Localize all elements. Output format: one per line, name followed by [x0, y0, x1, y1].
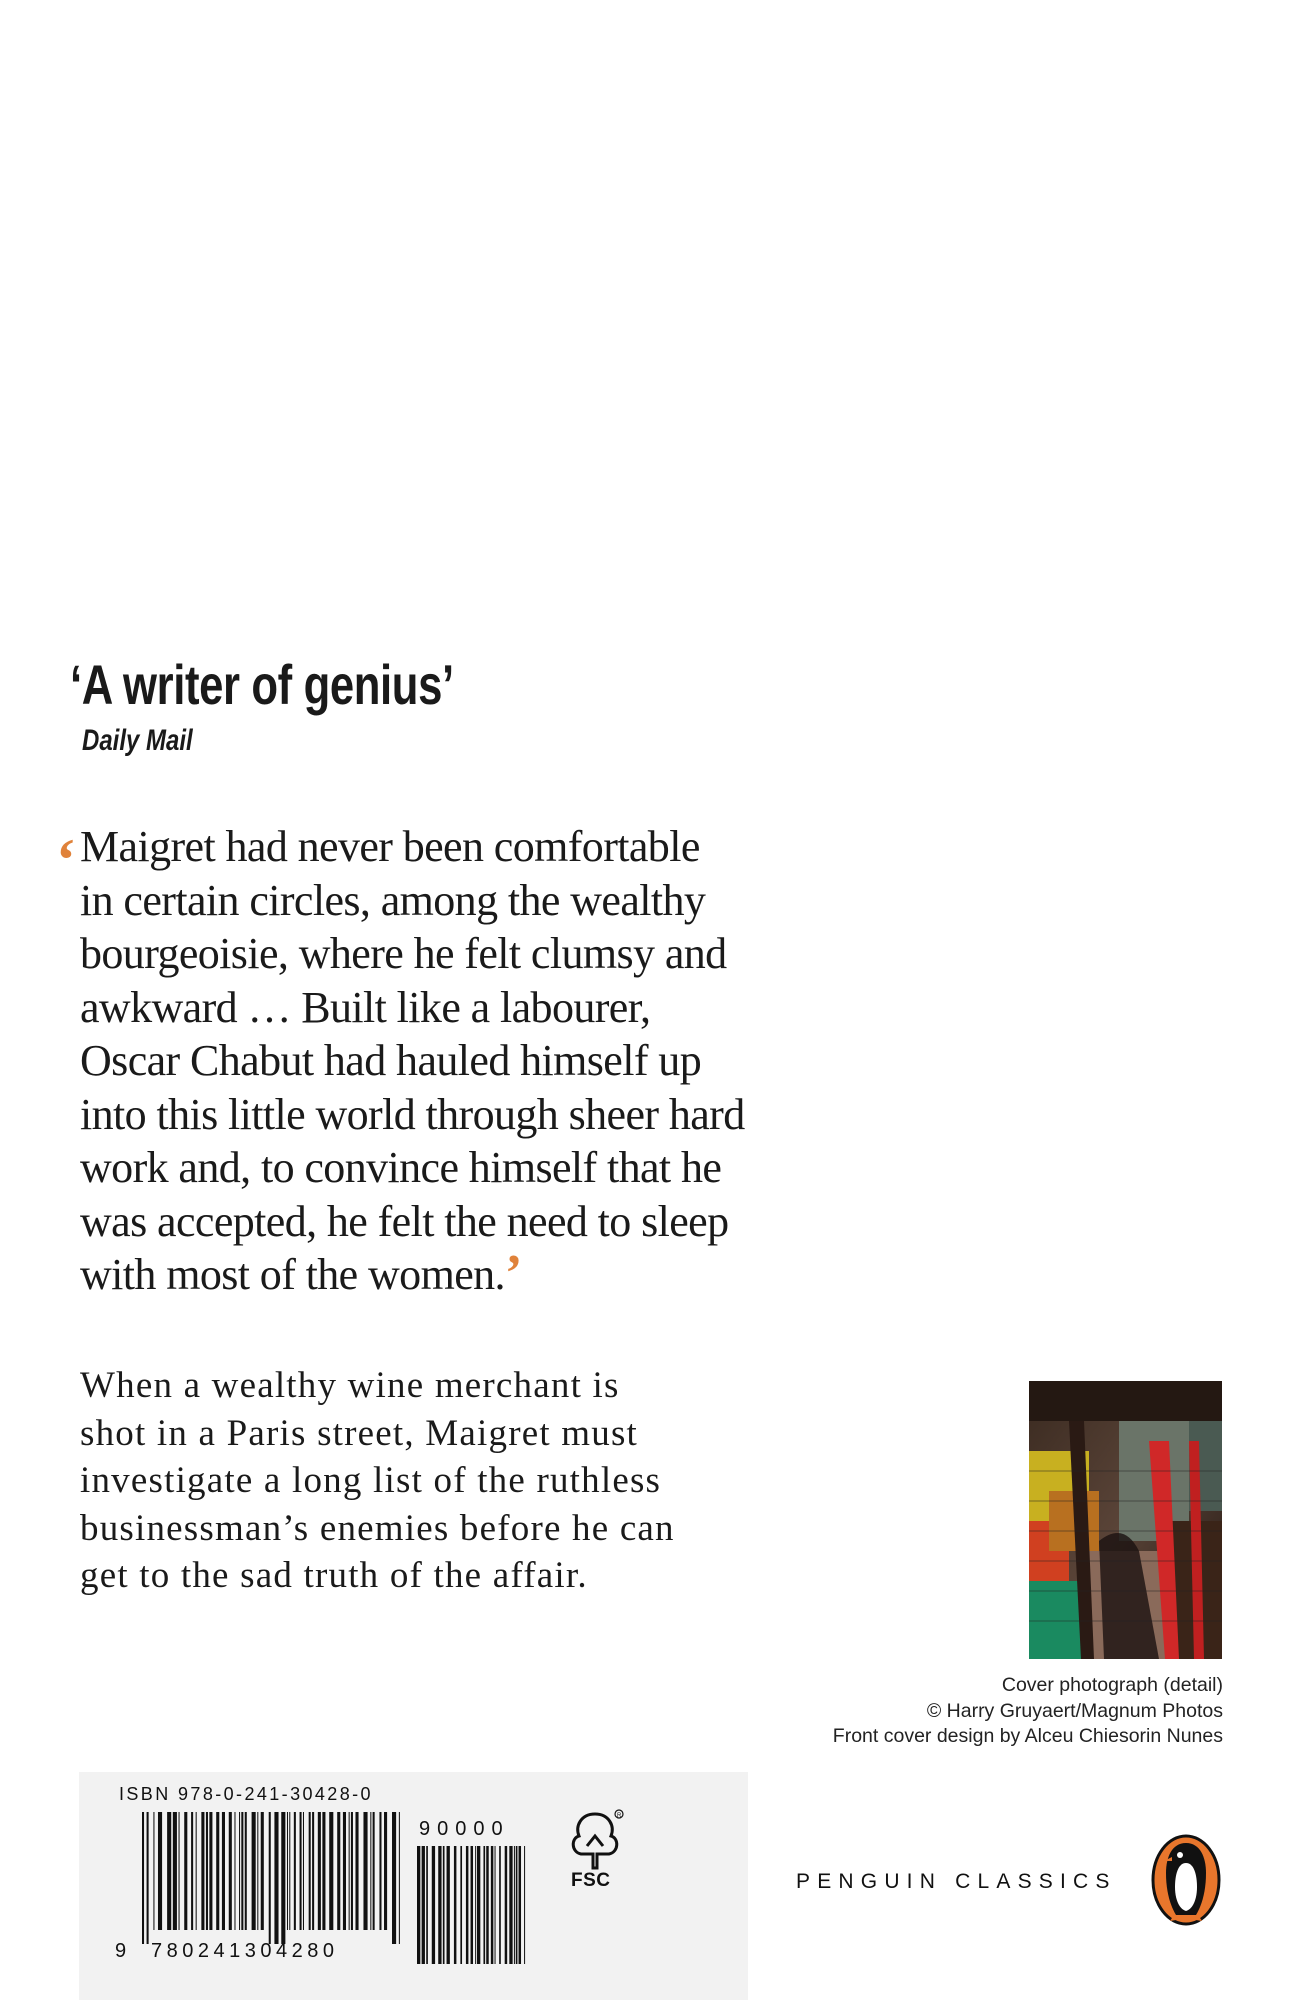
- barcode-bar: [466, 1846, 468, 1964]
- review-quote: ‘A writer of genius’: [70, 653, 454, 716]
- excerpt-line: in certain circles, among the wealthy: [80, 875, 706, 925]
- barcode-bar: [355, 1812, 358, 1930]
- excerpt-quote: [56, 820, 856, 1302]
- barcode-bar: [337, 1812, 340, 1930]
- blurb-line: investigate a long list of the ruthless: [80, 1460, 662, 1501]
- barcode-bar: [486, 1846, 488, 1964]
- barcode-bar: [191, 1812, 193, 1930]
- barcode-bar: [329, 1812, 333, 1930]
- barcode-bar: [209, 1812, 212, 1930]
- blurb-line: shot in a Paris street, Maigret must: [80, 1412, 639, 1454]
- barcode-bar: [269, 1812, 271, 1944]
- barcode-bar: [417, 1846, 420, 1964]
- barcode-bar: [206, 1812, 208, 1930]
- barcode-number: 780241304280: [151, 1940, 339, 1962]
- isbn-barcode: [142, 1812, 402, 1944]
- barcode-panel: [79, 1772, 748, 2000]
- barcode-bar: [173, 1812, 177, 1930]
- close-quote-mark: ’: [504, 1245, 522, 1302]
- barcode-bar: [509, 1846, 512, 1964]
- barcode-bar: [460, 1846, 462, 1964]
- open-quote-mark: ‘: [56, 827, 76, 893]
- excerpt-line-text: with most of the women.: [80, 1250, 505, 1299]
- barcode-bar: [179, 1812, 180, 1930]
- barcode-bar: [322, 1812, 325, 1930]
- book-blurb: [80, 1362, 740, 1600]
- barcode-bar: [241, 1812, 243, 1930]
- barcode-bar: [471, 1846, 473, 1964]
- credit-line: Cover photograph (detail): [1001, 1674, 1223, 1696]
- addon-digits: 90000: [419, 1818, 510, 1840]
- cover-photograph-image: [1029, 1381, 1222, 1659]
- excerpt-line: Maigret had never been comfortable: [80, 822, 700, 871]
- barcode-lead-digit: 9: [115, 1940, 131, 1962]
- barcode-bar: [363, 1812, 367, 1930]
- barcode-bar: [373, 1812, 375, 1930]
- barcode-bar: [184, 1812, 187, 1930]
- barcode-bar: [312, 1812, 314, 1930]
- barcode-bar: [234, 1812, 235, 1930]
- excerpt-line: was accepted, he felt the need to sleep: [80, 1196, 729, 1246]
- barcode-bar: [201, 1812, 204, 1930]
- cover-photograph: [1029, 1381, 1222, 1659]
- barcode-bar: [196, 1812, 197, 1930]
- barcode-bar: [475, 1846, 476, 1964]
- barcode-bar: [399, 1812, 400, 1944]
- barcode-bar: [343, 1812, 346, 1930]
- barcode-bar: [153, 1812, 154, 1930]
- fsc-tree-icon: [559, 1806, 631, 1876]
- barcode-bar: [261, 1812, 264, 1930]
- barcode-bar: [392, 1812, 396, 1944]
- barcode-bar: [245, 1812, 247, 1930]
- blurb-line: When a wealthy wine merchant is: [80, 1365, 620, 1406]
- credit-line: Front cover design by Alceu Chiesorin Nunes: [832, 1725, 1223, 1747]
- excerpt-line: work and, to convince himself that he: [80, 1143, 722, 1192]
- barcode-bar: [147, 1812, 149, 1944]
- fsc-label: FSC: [571, 1870, 611, 1891]
- barcode-bar: [252, 1812, 256, 1930]
- barcode-bar: [216, 1812, 219, 1930]
- excerpt-line: into this little world through sheer hard: [80, 1089, 745, 1139]
- barcode-bar: [454, 1846, 456, 1964]
- barcode-bar: [294, 1812, 296, 1930]
- barcode-bar: [222, 1812, 225, 1930]
- barcode-bar: [351, 1812, 353, 1930]
- barcode-bar: [443, 1846, 445, 1964]
- barcode-bar: [287, 1812, 288, 1930]
- barcode-bar: [499, 1846, 501, 1964]
- penguin-logo-icon: [1150, 1833, 1222, 1927]
- blurb-line: businessman’s enemies before he can: [80, 1507, 675, 1549]
- barcode-bar: [491, 1846, 493, 1964]
- barcode-bar: [239, 1812, 240, 1930]
- barcode-bar: [483, 1846, 485, 1964]
- blurb-line: get to the sad truth of the affair.: [80, 1555, 588, 1596]
- barcode-bar: [281, 1812, 285, 1944]
- barcode-bar: [477, 1846, 480, 1964]
- review-source: Daily Mail: [82, 724, 193, 757]
- barcode-bar: [426, 1846, 428, 1964]
- barcode-bar: [519, 1846, 521, 1964]
- credit-line: © Harry Gruyaert/Magnum Photos: [926, 1699, 1223, 1722]
- barcode-bar: [158, 1812, 162, 1930]
- barcode-bar: [516, 1846, 518, 1964]
- barcode-bar: [289, 1812, 290, 1930]
- excerpt-last-line: [56, 1245, 856, 1302]
- barcode-bar: [384, 1812, 387, 1930]
- barcode-bar: [438, 1846, 441, 1964]
- isbn-label: ISBN 978-0-241-30428-0: [119, 1784, 373, 1804]
- barcode-bar: [349, 1812, 350, 1930]
- barcode-bar: [524, 1846, 525, 1964]
- excerpt-line: awkward … Built like a labourer,: [80, 982, 651, 1032]
- barcode-bar: [370, 1812, 371, 1930]
- barcode-bar: [432, 1846, 435, 1964]
- barcode-bar: [514, 1846, 515, 1964]
- barcode-bar: [309, 1812, 311, 1930]
- barcode-bar: [167, 1812, 171, 1930]
- barcode-bar: [300, 1812, 302, 1930]
- barcode-bar: [142, 1812, 144, 1944]
- svg-text:R: R: [617, 1813, 622, 1819]
- excerpt-line: Oscar Chabut had hauled himself up: [80, 1036, 702, 1085]
- barcode-bar: [274, 1812, 278, 1944]
- barcode-bar: [303, 1812, 304, 1930]
- barcode-bar: [379, 1812, 381, 1930]
- barcode-bar: [505, 1846, 507, 1964]
- barcode-bar: [229, 1812, 232, 1930]
- addon-barcode: [417, 1846, 527, 1964]
- barcode-bar: [447, 1846, 450, 1964]
- barcode-bar: [495, 1846, 496, 1964]
- barcode-bar: [257, 1812, 258, 1930]
- excerpt-line: bourgeoisie, where he felt clumsy and: [80, 929, 727, 978]
- barcode-bar: [422, 1846, 425, 1964]
- publisher-name: PENGUIN CLASSICS: [796, 1870, 1117, 1893]
- barcode-bar: [318, 1812, 321, 1930]
- cover-credits: [833, 1673, 1223, 1750]
